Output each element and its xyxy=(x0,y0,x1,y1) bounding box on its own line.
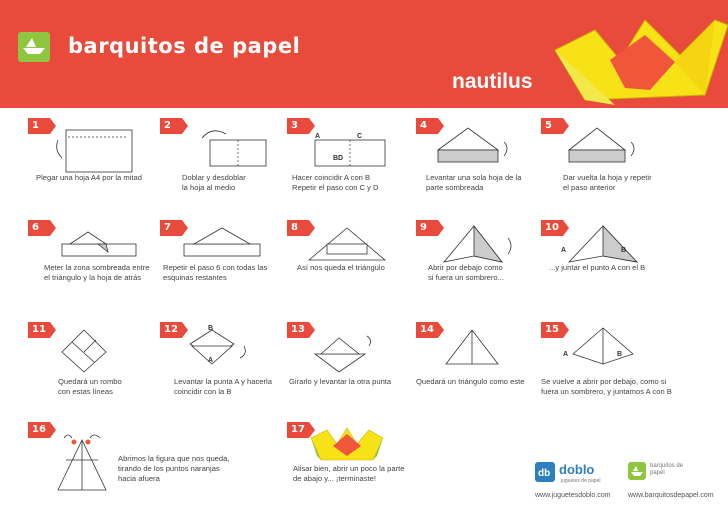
step-3 xyxy=(287,118,417,218)
step-number: 4 xyxy=(416,118,438,134)
step-number: 11 xyxy=(28,322,50,338)
step-8 xyxy=(287,220,417,320)
step-number: 2 xyxy=(160,118,182,134)
step-17-caption: Alisar bien, abrir un poco la parte de abajo y... ¡terminaste! xyxy=(293,464,405,483)
step-6-diagram-icon xyxy=(28,222,158,267)
step-number: 7 xyxy=(160,220,182,236)
step-6 xyxy=(28,220,158,320)
step-number: 12 xyxy=(160,322,182,338)
step-10 xyxy=(541,220,671,320)
svg-text:C: C xyxy=(357,133,363,140)
step-2 xyxy=(160,118,290,218)
step-10-caption: ...y juntar el punto A con el B xyxy=(549,263,646,272)
step-3-caption: Hacer coincidir A con B Repetir el paso con C y D xyxy=(292,173,379,192)
step-6-caption: Meter la zona sombreada entre el triángulo y la hoja de atrás xyxy=(44,263,150,282)
step-8-diagram-icon xyxy=(287,222,417,267)
step-11-diagram-icon xyxy=(28,324,158,374)
step-number: 5 xyxy=(541,118,563,134)
step-number: 1 xyxy=(28,118,50,134)
step-15 xyxy=(541,322,671,422)
svg-text:B: B xyxy=(621,247,627,254)
step-13-caption: Girarlo y levantar la otra punta xyxy=(289,377,392,386)
step-15-diagram-icon xyxy=(541,324,671,374)
svg-text:db: db xyxy=(538,468,551,479)
step-number: 15 xyxy=(541,322,563,338)
step-15-caption: Se vuelve a abrir por debajo, como si fuera un sombrero, y juntamos A con B xyxy=(541,377,672,396)
step-4-caption: Levantar una sola hoja de la parte sombreada xyxy=(426,173,522,192)
step-4 xyxy=(416,118,546,218)
step-1-caption: Plegar una hoja A4 por la mitad xyxy=(36,173,142,182)
step-4-diagram-icon xyxy=(416,120,546,180)
barquitos-url[interactable]: www.barquitosdepapel.com xyxy=(628,492,714,499)
doblo-name: doblo xyxy=(559,462,595,477)
barquitos-logo-icon xyxy=(628,462,646,480)
step-14 xyxy=(416,322,546,422)
step-number: 14 xyxy=(416,322,438,338)
step-11-caption: Quedará un rombo con estas líneas xyxy=(58,377,122,396)
svg-text:A: A xyxy=(315,133,321,140)
brand-title: barquitos de papel xyxy=(68,34,301,58)
step-9 xyxy=(416,220,546,320)
step-7 xyxy=(160,220,290,320)
barquitos-logo[interactable] xyxy=(628,462,684,484)
step-13-diagram-icon xyxy=(287,324,417,374)
step-5 xyxy=(541,118,671,218)
step-7-diagram-icon xyxy=(160,222,290,267)
step-8-caption: Así nos queda el triángulo xyxy=(297,263,385,272)
step-number: 9 xyxy=(416,220,438,236)
step-2-caption: Doblar y desdoblar la hoja al medio xyxy=(182,173,246,192)
step-number: 3 xyxy=(287,118,309,134)
step-3-diagram-icon xyxy=(287,120,417,180)
header-banner xyxy=(0,0,728,108)
step-number: 8 xyxy=(287,220,309,236)
step-1-diagram-icon xyxy=(28,120,158,180)
step-number: 16 xyxy=(28,422,50,438)
doblo-logo[interactable] xyxy=(535,462,601,486)
svg-text:A: A xyxy=(563,351,569,358)
step-number: 10 xyxy=(541,220,563,236)
doblo-tagline: juguetes de papel xyxy=(561,478,601,484)
step-12 xyxy=(160,322,290,422)
step-number: 17 xyxy=(287,422,309,438)
step-9-caption: Abrir por debajo como si fuera un sombrero... xyxy=(428,263,504,282)
doblo-logo-icon xyxy=(535,462,555,482)
svg-text:B: B xyxy=(208,325,214,332)
boat-logo-icon xyxy=(18,32,50,62)
step-14-diagram-icon xyxy=(416,324,546,374)
step-12-diagram-icon xyxy=(160,324,290,374)
step-17-boat-icon xyxy=(287,426,417,466)
step-16-caption: Abrimos la figura que nos queda, tirando de los puntos naranjas hacia afuera xyxy=(118,454,230,483)
step-2-diagram-icon xyxy=(160,120,290,180)
step-number: 6 xyxy=(28,220,50,236)
step-1 xyxy=(28,118,158,218)
step-12-caption: Levantar la punta A y hacerla coincidir con la B xyxy=(174,377,272,396)
step-5-caption: Dar vuelta la hoja y repetir el paso anterior xyxy=(563,173,652,192)
nautilus-boat-illustration xyxy=(555,0,728,108)
step-16 xyxy=(28,422,258,522)
doblo-url[interactable]: www.juguetesdoblo.com xyxy=(535,492,611,499)
svg-text:B: B xyxy=(617,351,623,358)
svg-text:A: A xyxy=(208,357,214,364)
step-11 xyxy=(28,322,158,422)
step-13 xyxy=(287,322,417,422)
barquitos-logo-text: barquitos de papel xyxy=(650,463,684,476)
step-16-diagram-icon xyxy=(28,430,118,500)
step-7-caption: Repetir el paso 6 con todas las esquinas restantes xyxy=(163,263,268,282)
model-title: nautilus xyxy=(452,70,533,93)
step-number: 13 xyxy=(287,322,309,338)
step-14-caption: Quedará un triángulo como este xyxy=(416,377,525,386)
svg-text:BD: BD xyxy=(333,155,344,162)
step-5-diagram-icon xyxy=(541,120,671,180)
svg-text:A: A xyxy=(561,247,567,254)
step-17 xyxy=(287,422,417,522)
